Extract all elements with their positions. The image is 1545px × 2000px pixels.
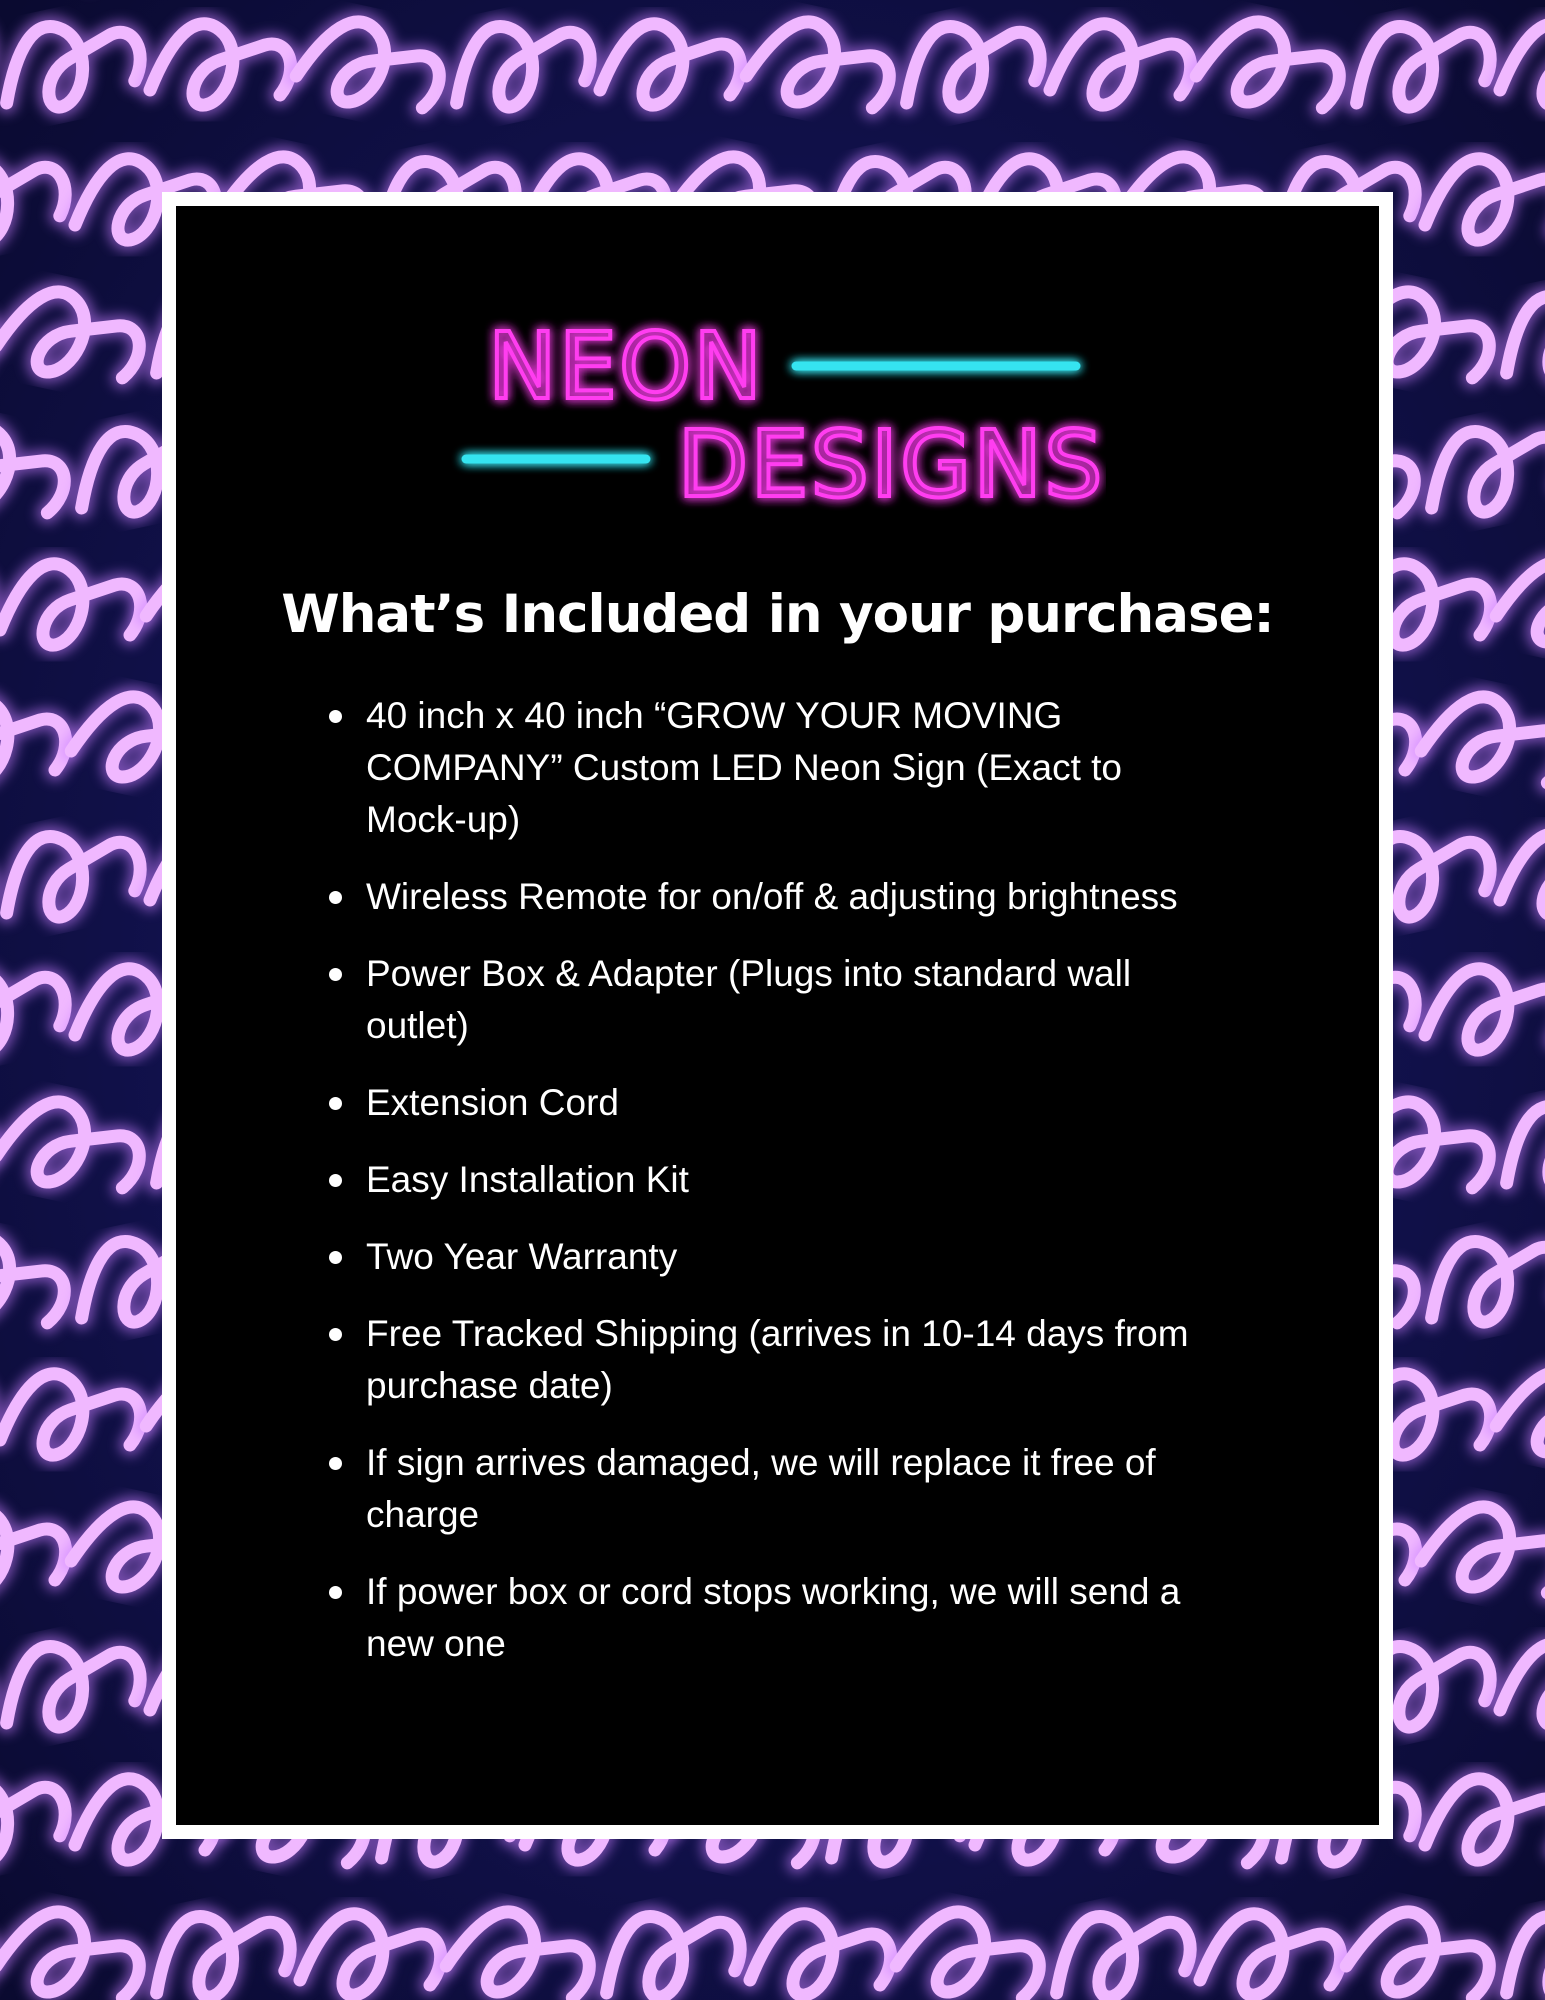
list-item (326, 1077, 1226, 1129)
bullet-icon (329, 1586, 342, 1599)
bullet-icon (329, 891, 342, 904)
list-item (326, 1308, 1226, 1412)
list-item-text: Two Year Warranty (366, 1236, 678, 1277)
bullet-icon (329, 1457, 342, 1470)
list-item (326, 948, 1226, 1052)
included-items-list (326, 690, 1226, 1695)
list-item-text: Power Box & Adapter (Plugs into standard wall outlet) (366, 953, 1132, 1046)
bullet-icon (329, 1097, 342, 1110)
list-item-text: 40 inch x 40 inch “GROW YOUR MOVING COMPANY” Custom LED Neon Sign (Exact to Mock-up) (366, 695, 1123, 840)
list-item-text: Wireless Remote for on/off & adjusting brightness (366, 876, 1178, 917)
list-item (326, 1231, 1226, 1283)
bullet-icon (329, 710, 342, 723)
list-item (326, 871, 1226, 923)
bullet-icon (329, 968, 342, 981)
bullet-icon (329, 1251, 342, 1264)
bullet-icon (329, 1174, 342, 1187)
list-item (326, 1154, 1226, 1206)
list-item-text: Easy Installation Kit (366, 1159, 689, 1200)
content-panel (176, 206, 1379, 1825)
list-item-text: If sign arrives damaged, we will replace it free of charge (366, 1442, 1156, 1535)
list-item-text: Free Tracked Shipping (arrives in 10-14 days from purchase date) (366, 1313, 1189, 1406)
neon-designs-logo (446, 306, 1106, 536)
list-item-text: If power box or cord stops working, we will send a new one (366, 1571, 1181, 1664)
content-frame (162, 192, 1393, 1839)
list-item (326, 1437, 1226, 1541)
list-item-text: Extension Cord (366, 1082, 619, 1123)
logo-word-neon: NEON (487, 313, 765, 420)
list-item (326, 1566, 1226, 1670)
logo-word-designs: DESIGNS (677, 411, 1105, 518)
bullet-icon (329, 1328, 342, 1341)
list-item (326, 690, 1226, 846)
included-heading: What’s Included in your purchase: (281, 584, 1274, 645)
